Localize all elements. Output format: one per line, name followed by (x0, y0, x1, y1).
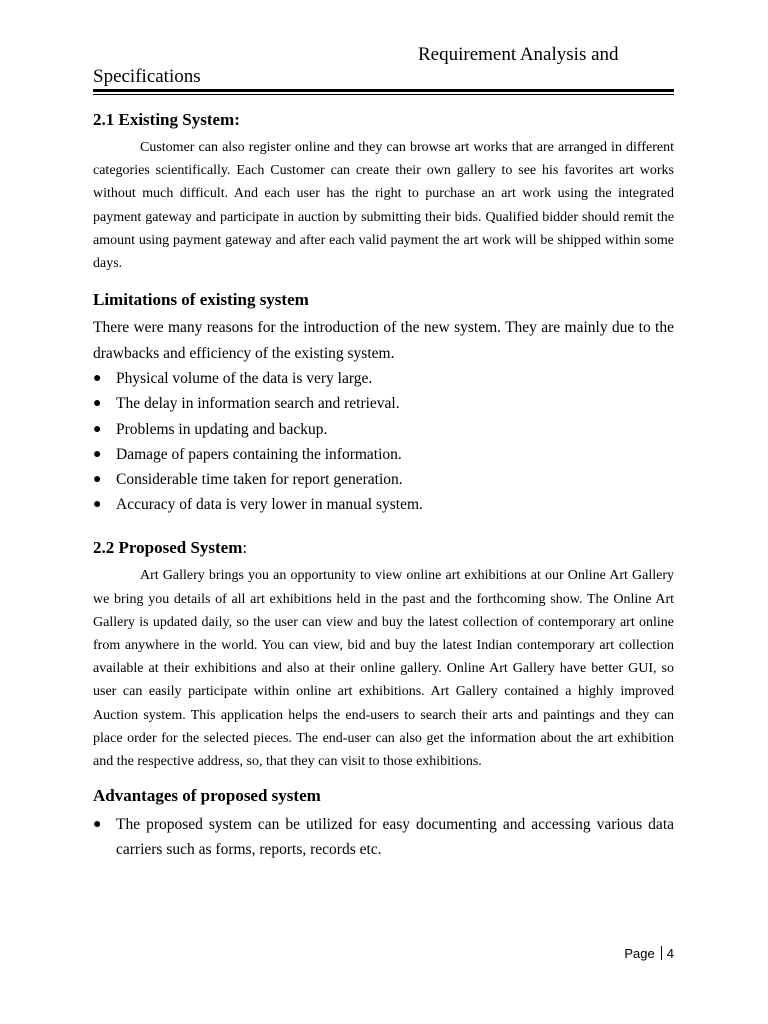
header-rule-thin (93, 94, 674, 95)
list-item (93, 812, 674, 862)
list-item-text: The proposed system can be utilized for easy documenting and accessing various data carriers such as forms, reports, records etc. (116, 816, 674, 859)
proposed-system-paragraph: Art Gallery brings you an opportunity to view online art exhibitions at our Online Art Gallery we bring you details of all art exhibitions held in the past and the forthcoming show. The Online Art Gallery is updated daily, so the user can view and buy the latest collection of contemporary art online from anywhere in the world. You can view, bid and buy the latest Indian contemporary art collection available at their exhibitions and also at their online gallery. Online Art Gallery have better GUI, so user can easily participate within online art exhibitions. Art Gallery contained a highly improved Auction system. This application helps the end-users to search their arts and paintings and they can place order for the selected pieces. The end-user can also get the information about the art exhibition and the respective address, so, that they can visit to those exhibitions. (93, 568, 674, 770)
existing-system-heading: 2.1 Existing System: (93, 110, 240, 129)
limitations-intro: There were many reasons for the introduction of the new system. They are mainly due to the drawbacks and efficiency of the existing system. (93, 319, 674, 362)
bullet-icon: ● (93, 817, 102, 833)
list-item-text: Physical volume of the data is very large. (116, 370, 373, 388)
bullet-icon: ● (93, 421, 102, 437)
list-item (93, 467, 674, 492)
header-rule-thick (93, 89, 674, 92)
proposed-system-heading-text: 2.2 Proposed System (93, 538, 243, 558)
advantages-list (93, 812, 674, 862)
advantages-heading: Advantages of proposed system (93, 786, 321, 806)
list-item-text: Considerable time taken for report generation. (116, 471, 403, 489)
proposed-system-heading-colon: : (242, 538, 248, 558)
header-title-line2: Specifications (93, 66, 201, 87)
limitations-heading: Limitations of existing system (93, 290, 309, 310)
page-number: 4 (666, 946, 674, 961)
footer-separator (661, 946, 662, 960)
header-title-line1: Requirement Analysis and (418, 44, 619, 65)
list-item (93, 417, 674, 442)
bullet-icon: ● (93, 472, 102, 488)
page-footer (624, 946, 674, 961)
list-item (93, 366, 674, 391)
list-item-text: Damage of papers containing the information. (116, 445, 402, 463)
bullet-icon: ● (93, 396, 102, 412)
list-item (93, 391, 674, 416)
limitations-list (93, 366, 674, 517)
bullet-icon: ● (93, 446, 102, 462)
list-item-text: Accuracy of data is very lower in manual system. (116, 496, 423, 514)
page-label: Page (624, 946, 655, 961)
existing-system-paragraph: Customer can also register online and they can browse art works that are arranged in different categories scientifically. Each Customer can create their own gallery to see his favorites art works without much difficult. And each user has the right to purchase an art work using the integrated payment gateway and participate in auction by submitting their bids. Qualified bidder should remit the amount using payment gateway and after each valid payment the art work will be shipped within some days. (93, 140, 674, 272)
bullet-icon: ● (93, 497, 102, 513)
list-item-text: Problems in updating and backup. (116, 420, 328, 438)
list-item (93, 492, 674, 517)
bullet-icon: ● (93, 371, 102, 387)
document-body (93, 108, 674, 863)
list-item-text: The delay in information search and retrieval. (116, 395, 400, 413)
proposed-system-heading (93, 536, 674, 560)
list-item (93, 442, 674, 467)
